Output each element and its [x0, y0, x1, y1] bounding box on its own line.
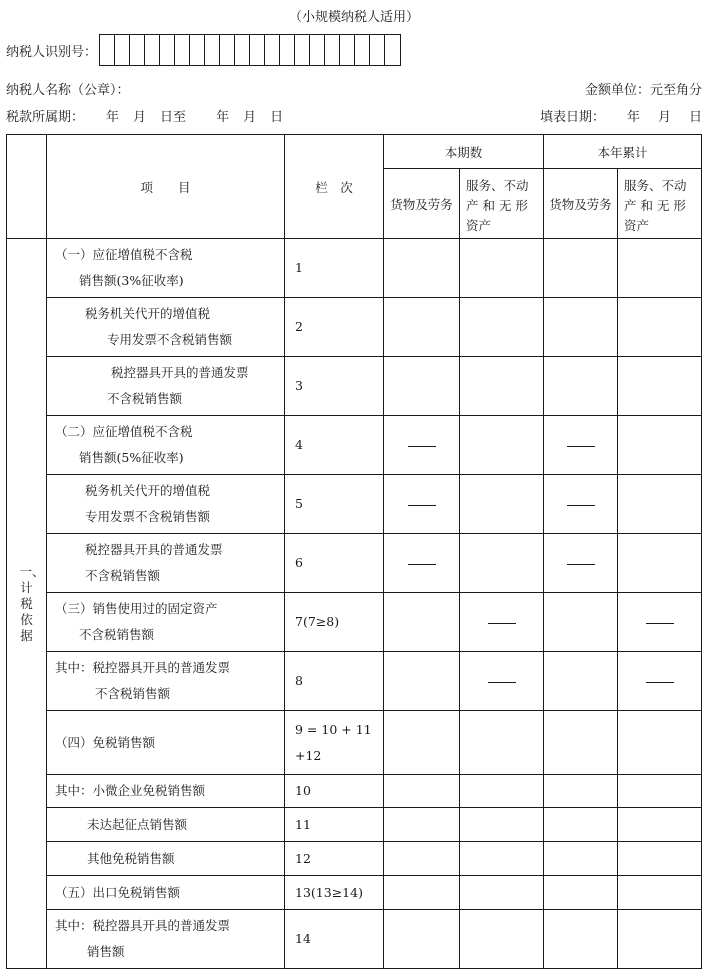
dash-mark — [567, 446, 595, 447]
value-cell[interactable] — [618, 808, 702, 842]
column-number: 4 — [285, 416, 384, 475]
dash-mark — [408, 505, 436, 506]
dash-mark — [408, 564, 436, 565]
value-cell[interactable] — [384, 876, 460, 910]
item-line-1: 税务机关代开的增值税 — [85, 483, 211, 498]
column-number: 3 — [285, 357, 384, 416]
form-subtitle: （小规模纳税人适用） — [288, 10, 419, 25]
dash-mark — [408, 446, 436, 447]
value-cell[interactable] — [544, 239, 618, 298]
dash-cell — [544, 534, 618, 593]
value-cell[interactable] — [384, 808, 460, 842]
tax-period-start-day[interactable]: 日至 — [160, 110, 187, 125]
value-cell[interactable] — [544, 711, 618, 775]
taxpayer-id-digit-box[interactable] — [130, 35, 145, 65]
taxpayer-id-digit-box[interactable] — [250, 35, 265, 65]
item-line-1: （五）出口免税销售额 — [55, 884, 181, 900]
fill-date-year[interactable]: 年 — [626, 110, 640, 125]
item-line-1: 税控器具开具的普通发票 — [85, 542, 223, 557]
value-cell[interactable] — [460, 910, 544, 969]
column-formula-line-2: +12 — [295, 747, 322, 763]
column-number: 10 — [285, 775, 384, 808]
value-cell[interactable] — [544, 876, 618, 910]
value-cell[interactable] — [460, 808, 544, 842]
taxpayer-id-digit-box[interactable] — [340, 35, 355, 65]
fill-date-month[interactable]: 月 — [657, 110, 671, 125]
value-cell[interactable] — [384, 298, 460, 357]
dash-mark — [646, 682, 674, 683]
item-line-2: 销售额(5%征收率) — [79, 450, 184, 465]
item-cell — [47, 357, 285, 416]
taxpayer-id-digit-box[interactable] — [310, 35, 325, 65]
category-label: 一、计税依据 — [19, 563, 45, 643]
item-cell — [47, 876, 285, 910]
dash-cell — [618, 652, 702, 711]
dash-mark — [488, 682, 516, 683]
item-line-2: 销售额 — [87, 944, 125, 959]
table-row — [7, 775, 702, 808]
item-line-2: 不含税销售额 — [79, 627, 155, 642]
tax-period-end-month[interactable]: 月 — [243, 110, 257, 125]
item-line-2: 不含税销售额 — [107, 391, 183, 406]
item-cell — [47, 534, 285, 593]
cumulative-goods-header: 货物及劳务 — [544, 169, 618, 239]
value-cell[interactable] — [618, 357, 702, 416]
taxpayer-id-digit-box[interactable] — [280, 35, 295, 65]
column-number: 7(7≥8) — [285, 593, 384, 652]
tax-period-start-month[interactable]: 月 — [133, 110, 147, 125]
cumulative-services-header — [618, 169, 702, 239]
value-cell[interactable] — [460, 298, 544, 357]
dash-cell — [384, 475, 460, 534]
amount-unit: 金额单位：元至角分 — [584, 83, 702, 98]
column-number: 2 — [285, 298, 384, 357]
item-cell — [47, 842, 285, 876]
taxpayer-id-digit-box[interactable] — [295, 35, 310, 65]
item-cell — [47, 416, 285, 475]
taxpayer-id-label: 纳税人识别号： — [6, 44, 98, 60]
item-line-2: 不含税销售额 — [85, 568, 161, 583]
item-header: 项 目 — [47, 135, 285, 239]
dash-cell — [460, 593, 544, 652]
tax-period-start-year[interactable]: 年 — [106, 110, 120, 125]
dash-cell — [384, 534, 460, 593]
value-cell[interactable] — [460, 416, 544, 475]
taxpayer-name-label: 纳税人名称（公章）： — [6, 83, 130, 98]
year-cumulative-header: 本年累计 — [544, 135, 702, 169]
item-line-2: 销售额(3%征收率) — [79, 273, 184, 288]
services-line-2: 产 和 无 形 — [466, 198, 528, 213]
value-cell[interactable] — [384, 652, 460, 711]
value-cell[interactable] — [384, 775, 460, 808]
table-row — [7, 876, 702, 910]
item-cell — [47, 808, 285, 842]
table-row — [7, 652, 702, 711]
taxpayer-id-digit-box[interactable] — [355, 35, 370, 65]
dash-cell — [384, 416, 460, 475]
column-number: 14 — [285, 910, 384, 969]
fill-date — [540, 106, 702, 125]
value-cell[interactable] — [384, 711, 460, 775]
value-cell[interactable] — [618, 298, 702, 357]
column-number: 12 — [285, 842, 384, 876]
item-line-2: 专用发票不含税销售额 — [107, 332, 233, 347]
value-cell[interactable] — [618, 239, 702, 298]
table-row — [7, 239, 702, 298]
table-row — [7, 416, 702, 475]
item-cell — [47, 910, 285, 969]
value-cell[interactable] — [544, 842, 618, 876]
category-tax-basis — [7, 239, 47, 969]
dash-mark — [488, 623, 516, 624]
column-number: 8 — [285, 652, 384, 711]
value-cell[interactable] — [460, 876, 544, 910]
value-cell[interactable] — [544, 357, 618, 416]
value-cell[interactable] — [384, 842, 460, 876]
table-row — [7, 357, 702, 416]
services-line-1: 服务、不动 — [624, 178, 687, 193]
taxpayer-id-digit-box[interactable] — [325, 35, 340, 65]
column-number-header: 栏 次 — [285, 135, 384, 239]
value-cell[interactable] — [384, 239, 460, 298]
taxpayer-id-digit-box[interactable] — [370, 35, 385, 65]
taxpayer-id-row — [6, 34, 401, 66]
taxpayer-id-digit-box[interactable] — [160, 35, 175, 65]
dash-mark — [646, 623, 674, 624]
value-cell[interactable] — [618, 910, 702, 969]
dash-mark — [567, 564, 595, 565]
dash-mark — [567, 505, 595, 506]
tax-period — [6, 106, 297, 125]
item-cell — [47, 711, 285, 775]
current-services-header — [460, 169, 544, 239]
value-cell[interactable] — [460, 357, 544, 416]
item-cell — [47, 775, 285, 808]
tax-period-end-day[interactable]: 日 — [270, 110, 284, 125]
value-cell[interactable] — [544, 808, 618, 842]
item-line-1: 其中：税控器具开具的普通发票 — [55, 918, 231, 933]
value-cell[interactable] — [618, 534, 702, 593]
table-row — [7, 298, 702, 357]
value-cell[interactable] — [384, 357, 460, 416]
item-line-2: 专用发票不含税销售额 — [85, 509, 211, 524]
dash-cell — [544, 416, 618, 475]
value-cell[interactable] — [460, 842, 544, 876]
column-number: 5 — [285, 475, 384, 534]
taxpayer-id-digit-box[interactable] — [145, 35, 160, 65]
taxpayer-id-digit-box[interactable] — [190, 35, 205, 65]
table-row — [7, 711, 702, 775]
period-date-line — [6, 106, 702, 125]
value-cell[interactable] — [618, 475, 702, 534]
tax-period-end-year[interactable]: 年 — [216, 110, 230, 125]
value-cell[interactable] — [544, 298, 618, 357]
column-number: 6 — [285, 534, 384, 593]
taxpayer-id-digit-box[interactable] — [175, 35, 190, 65]
value-cell[interactable] — [618, 876, 702, 910]
item-line-1: 其中：小微企业免税销售额 — [55, 783, 206, 798]
table-row — [7, 842, 702, 876]
table-row — [7, 910, 702, 969]
value-cell[interactable] — [544, 593, 618, 652]
value-cell[interactable] — [544, 910, 618, 969]
value-cell[interactable] — [460, 711, 544, 775]
item-line-2: 不含税销售额 — [95, 686, 171, 701]
taxpayer-id-digit-box[interactable] — [265, 35, 280, 65]
value-cell[interactable] — [460, 775, 544, 808]
item-cell — [47, 475, 285, 534]
item-line-1: （三）销售使用过的固定资产 — [55, 601, 218, 616]
table-row — [7, 475, 702, 534]
header-row-1 — [7, 135, 702, 169]
fill-date-day[interactable]: 日 — [688, 110, 702, 125]
value-cell[interactable] — [618, 775, 702, 808]
column-number: 13(13≥14) — [285, 876, 384, 910]
name-unit-line — [6, 79, 702, 98]
taxpayer-id-digit-box[interactable] — [235, 35, 250, 65]
value-cell[interactable] — [544, 652, 618, 711]
column-formula-line-1: 9 = 10 + 11 — [295, 721, 372, 737]
table-row — [7, 534, 702, 593]
column-number: 1 — [285, 239, 384, 298]
item-cell — [47, 652, 285, 711]
services-line-3: 资产 — [466, 218, 492, 233]
taxpayer-id-digit-box[interactable] — [100, 35, 115, 65]
value-cell[interactable] — [618, 416, 702, 475]
item-cell — [47, 298, 285, 357]
value-cell[interactable] — [384, 593, 460, 652]
taxpayer-id-digit-box[interactable] — [205, 35, 220, 65]
table-row — [7, 808, 702, 842]
value-cell[interactable] — [618, 711, 702, 775]
column-number: 11 — [285, 808, 384, 842]
services-line-3: 资产 — [624, 218, 650, 233]
taxpayer-id-digit-box[interactable] — [220, 35, 235, 65]
taxpayer-id-digit-box[interactable] — [385, 35, 400, 65]
item-line-1: （二）应征增值税不含税 — [55, 424, 193, 439]
current-period-header: 本期数 — [384, 135, 544, 169]
dash-cell — [544, 475, 618, 534]
item-line-1: 其他免税销售额 — [87, 850, 175, 866]
taxpayer-id-digit-box[interactable] — [115, 35, 130, 65]
fill-date-label: 填表日期： — [539, 110, 605, 125]
item-cell — [47, 239, 285, 298]
category-header-cell — [7, 135, 47, 239]
item-cell — [47, 593, 285, 652]
item-line-1: （一）应征增值税不含税 — [55, 247, 193, 262]
services-line-2: 产 和 无 形 — [624, 198, 686, 213]
taxpayer-id-boxes[interactable] — [99, 34, 401, 66]
item-line-1: （四）免税销售额 — [55, 734, 156, 750]
value-cell[interactable] — [618, 842, 702, 876]
item-line-1: 未达起征点销售额 — [87, 816, 188, 832]
tax-period-label: 税款所属期： — [6, 110, 85, 125]
item-line-1: 税控器具开具的普通发票 — [111, 365, 249, 380]
current-goods-header: 货物及劳务 — [384, 169, 460, 239]
declaration-table — [6, 134, 702, 969]
value-cell[interactable] — [460, 534, 544, 593]
services-line-1: 服务、不动 — [466, 178, 529, 193]
value-cell[interactable] — [544, 775, 618, 808]
item-line-1: 其中：税控器具开具的普通发票 — [55, 660, 231, 675]
dash-cell — [618, 593, 702, 652]
value-cell[interactable] — [460, 239, 544, 298]
item-line-1: 税务机关代开的增值税 — [85, 306, 211, 321]
value-cell[interactable] — [460, 475, 544, 534]
value-cell[interactable] — [384, 910, 460, 969]
column-number — [285, 711, 384, 775]
table-row — [7, 593, 702, 652]
dash-cell — [460, 652, 544, 711]
